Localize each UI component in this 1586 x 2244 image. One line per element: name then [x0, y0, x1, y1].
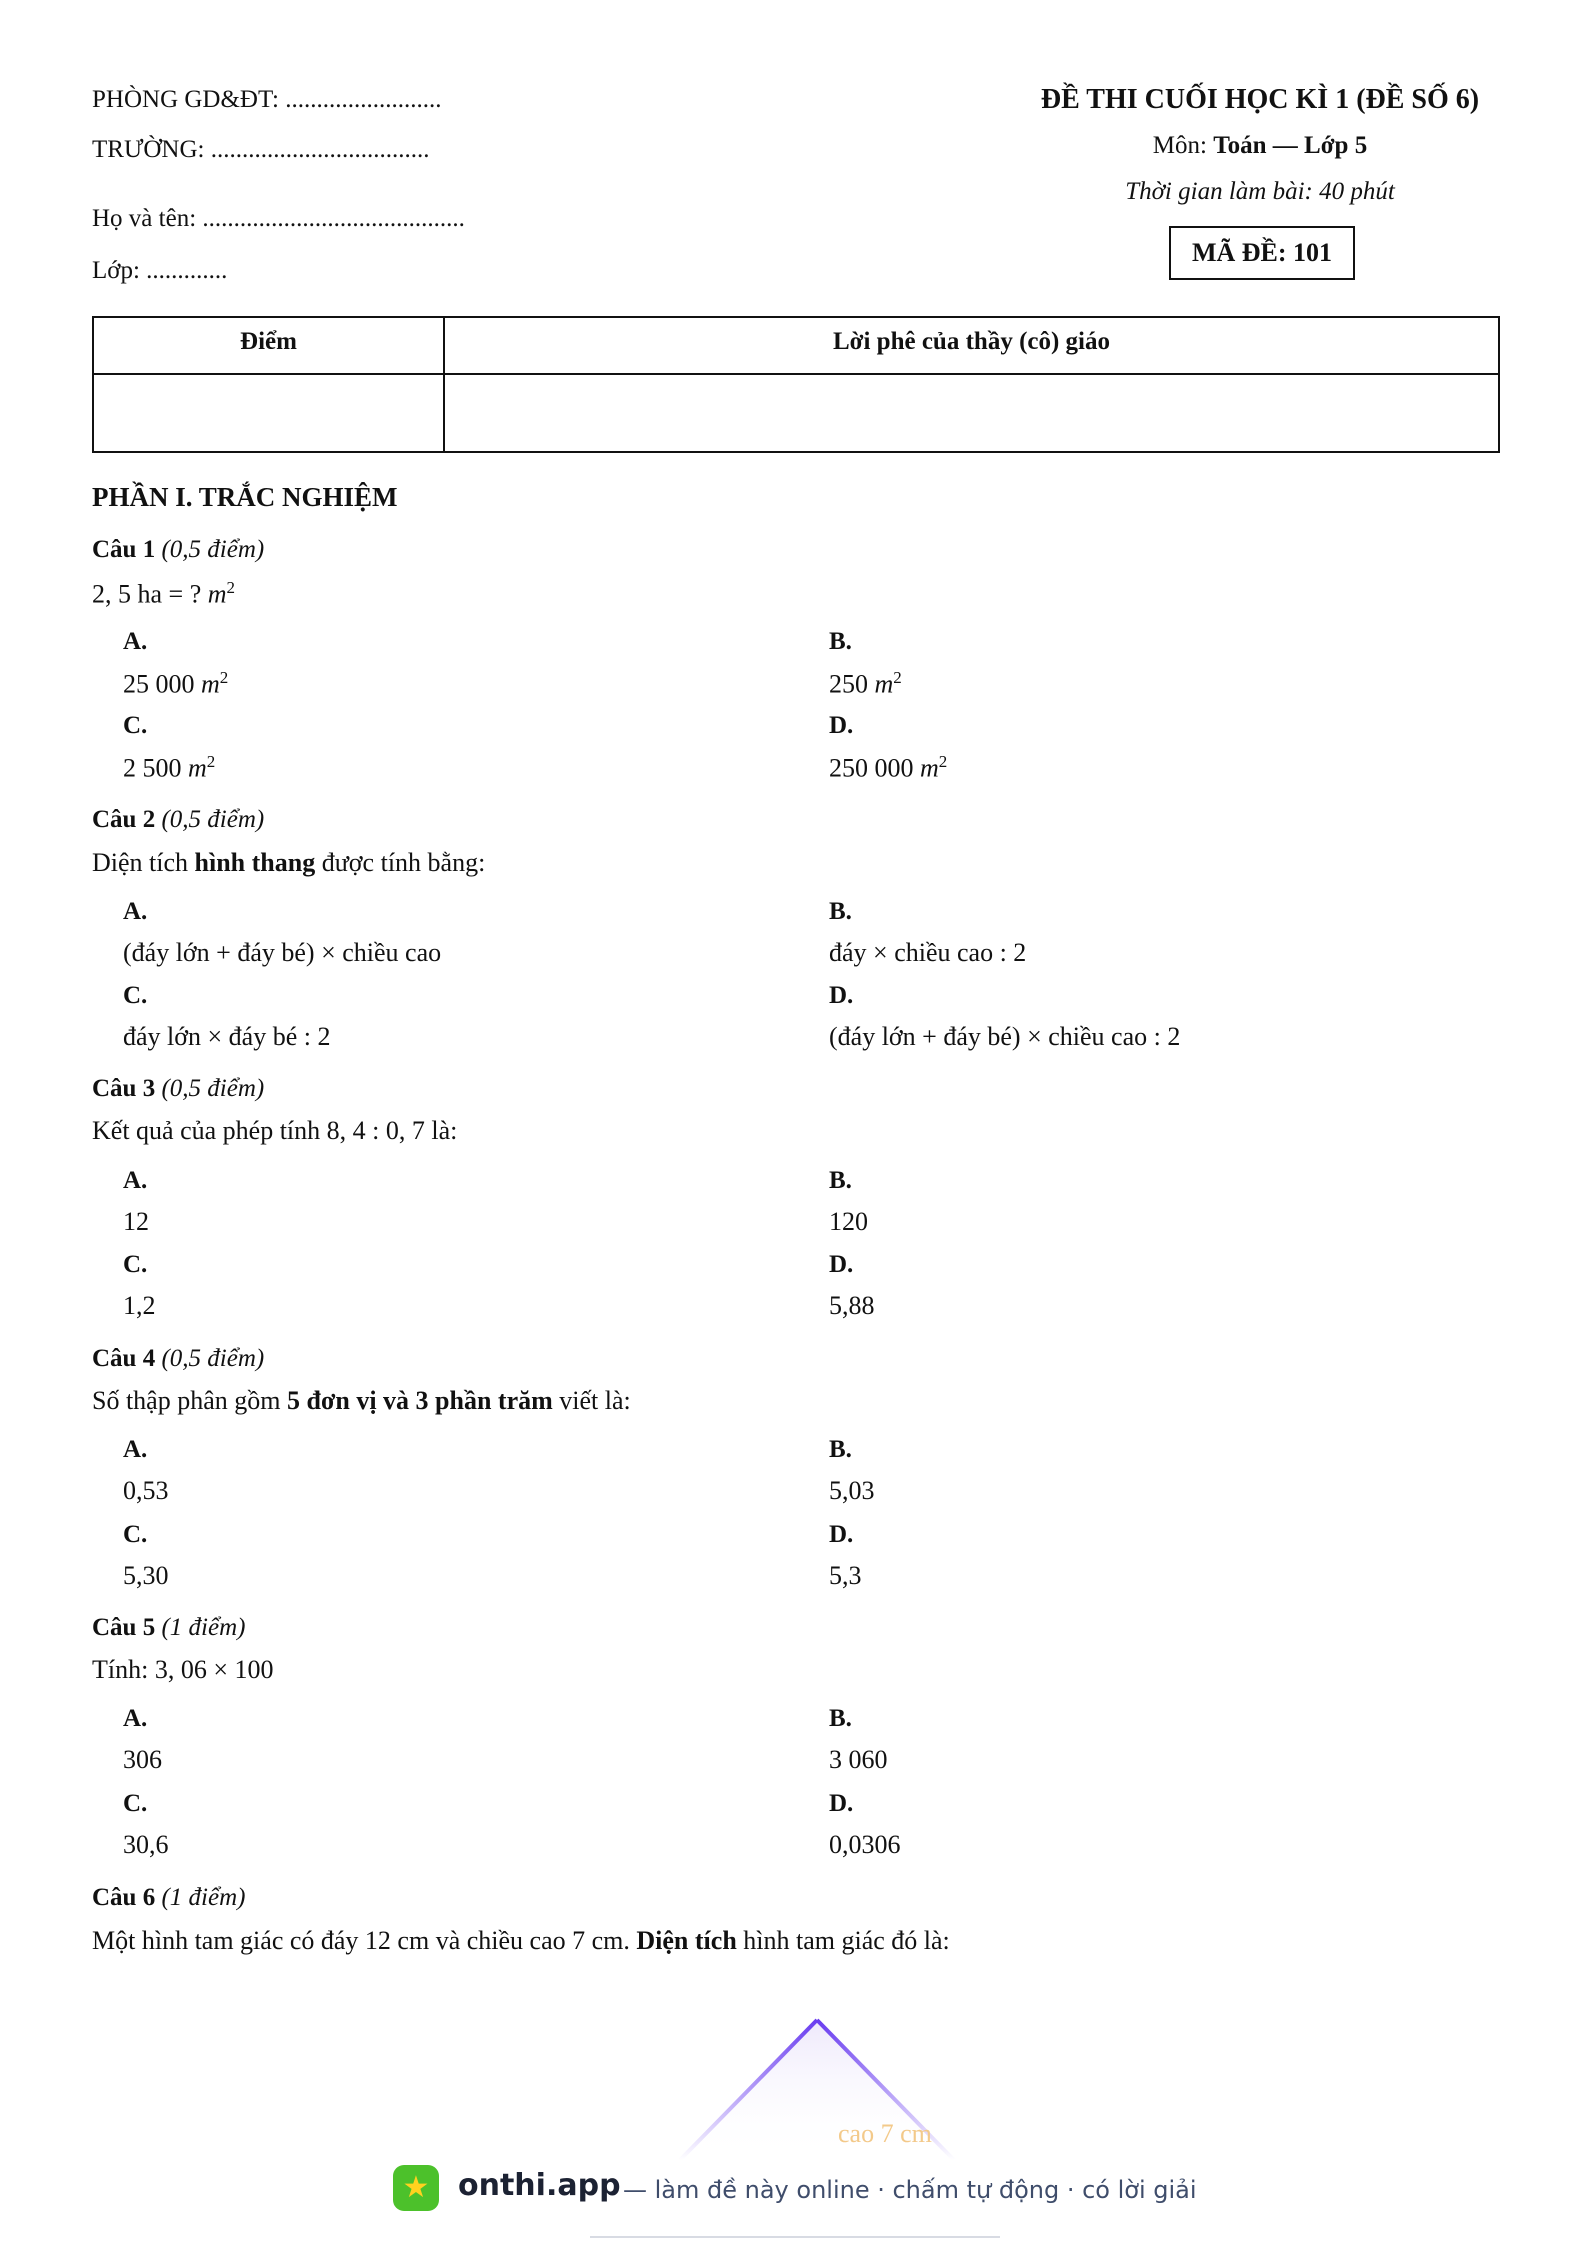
option-label-d[interactable]: D. — [829, 982, 854, 1009]
question-points: (0,5 điểm) — [161, 536, 265, 563]
option-label-b[interactable]: B. — [829, 898, 852, 925]
option-label-a[interactable]: A. — [123, 628, 148, 655]
subject-prefix: Môn: — [1152, 132, 1214, 159]
option-value-d[interactable]: (đáy lớn + đáy bé) × chiều cao : 2 — [829, 1022, 1181, 1051]
option-value-c[interactable]: 30,6 — [123, 1830, 169, 1859]
option-value-b[interactable] — [829, 668, 902, 700]
question-unit-exponent: 2 — [226, 578, 236, 597]
option-unit: m — [920, 753, 939, 783]
option-label-a[interactable]: A. — [123, 1436, 148, 1463]
option-value-b[interactable]: 5,03 — [829, 1476, 875, 1505]
question-text-part: 2, 5 ha = ? — [92, 579, 208, 609]
question-points: (1 điểm) — [161, 1884, 246, 1911]
option-unit-exponent: 2 — [893, 668, 902, 687]
option-value-d[interactable]: 5,88 — [829, 1291, 875, 1320]
score-cell[interactable] — [94, 375, 443, 451]
question-text-part: Một hình tam giác có đáy 12 cm và chiều cao 7 cm. — [92, 1926, 637, 1955]
question-text-part: Diện tích — [92, 848, 195, 877]
question-header — [92, 1884, 245, 1912]
score-header: Điểm — [240, 328, 297, 355]
section-title: PHẦN I. TRẮC NGHIỆM — [92, 482, 398, 512]
option-value-c[interactable] — [123, 752, 215, 784]
question-text-bold: Diện tích — [636, 1926, 737, 1955]
option-label-c[interactable]: C. — [123, 1790, 148, 1817]
question-text-bold: hình thang — [194, 848, 316, 877]
option-label-b[interactable]: B. — [829, 1705, 852, 1732]
score-table — [92, 316, 1500, 453]
question-text-part: hình tam giác đó là: — [736, 1926, 950, 1955]
question-text — [92, 1386, 631, 1416]
option-value-a[interactable]: 306 — [123, 1745, 162, 1774]
option-unit: m — [874, 669, 894, 699]
option-label-d[interactable]: D. — [829, 1521, 854, 1548]
option-value-c[interactable]: đáy lớn × đáy bé : 2 — [123, 1022, 331, 1051]
brand-tagline: — làm đề này online · chấm tự động · có lời giải — [623, 2176, 1197, 2204]
dept-line: PHÒNG GD&ĐT: ......................... — [92, 86, 442, 113]
question-header — [92, 806, 264, 834]
option-label-b[interactable]: B. — [829, 1436, 852, 1463]
option-value-a[interactable]: (đáy lớn + đáy bé) × chiều cao — [123, 938, 442, 967]
question-label: Câu 4 — [92, 1345, 156, 1372]
teacher-comment-cell[interactable] — [445, 375, 1498, 451]
option-value-a[interactable] — [123, 668, 228, 700]
triangle-figure — [660, 2010, 980, 2170]
option-number: 2 500 — [123, 753, 188, 783]
question-text — [92, 848, 485, 878]
teacher-comment-header: Lời phê của thầy (cô) giáo — [832, 328, 1111, 355]
option-label-a[interactable]: A. — [123, 1167, 148, 1194]
question-text: Tính: 3, 06 × 100 — [92, 1655, 274, 1684]
class-line: Lớp: ............. — [92, 257, 228, 284]
option-unit-exponent: 2 — [206, 752, 216, 771]
question-header — [92, 1345, 264, 1373]
option-value-a[interactable]: 12 — [123, 1207, 149, 1236]
question-text-part: Số thập phân gồm — [92, 1386, 287, 1415]
option-unit: m — [188, 753, 207, 783]
time-line: Thời gian làm bài: 40 phút — [1125, 178, 1395, 205]
option-label-a[interactable]: A. — [123, 898, 148, 925]
option-value-d[interactable]: 0,0306 — [829, 1830, 901, 1859]
option-number: 250 — [829, 669, 875, 699]
option-value-d[interactable]: 5,3 — [829, 1561, 862, 1590]
question-header — [92, 536, 264, 564]
question-unit: m — [207, 579, 227, 609]
option-unit: m — [201, 669, 220, 699]
option-label-c[interactable]: C. — [123, 712, 148, 739]
brand-name[interactable]: onthi.app — [458, 2168, 621, 2203]
option-value-b[interactable]: 3 060 — [829, 1745, 888, 1774]
question-label: Câu 5 — [92, 1614, 156, 1641]
option-label-c[interactable]: C. — [123, 982, 148, 1009]
question-text-bold: 5 đơn vị và 3 phần trăm — [287, 1386, 553, 1415]
option-label-b[interactable]: B. — [829, 628, 852, 655]
question-points: (0,5 điểm) — [161, 1345, 265, 1372]
star-icon: ★ — [402, 2171, 430, 2204]
footer-divider — [590, 2236, 1000, 2238]
option-value-c[interactable]: 1,2 — [123, 1291, 156, 1320]
school-line: TRƯỜNG: ................................... — [92, 136, 430, 163]
subject-value: Toán — Lớp 5 — [1213, 132, 1368, 159]
option-label-d[interactable]: D. — [829, 712, 854, 739]
exam-title: ĐỀ THI CUỐI HỌC KÌ 1 (ĐỀ SỐ 6) — [1040, 84, 1480, 115]
option-number: 25 000 — [123, 669, 201, 699]
option-value-b[interactable]: 120 — [829, 1207, 868, 1236]
option-label-a[interactable]: A. — [123, 1705, 148, 1732]
option-label-c[interactable]: C. — [123, 1521, 148, 1548]
question-label: Câu 2 — [92, 806, 156, 833]
question-text — [92, 1926, 950, 1956]
option-label-c[interactable]: C. — [123, 1251, 148, 1278]
option-label-b[interactable]: B. — [829, 1167, 852, 1194]
question-points: (0,5 điểm) — [161, 1075, 265, 1102]
option-unit-exponent: 2 — [219, 668, 229, 687]
question-header — [92, 1075, 264, 1103]
option-unit-exponent: 2 — [938, 752, 948, 771]
option-value-b[interactable]: đáy × chiều cao : 2 — [829, 938, 1027, 967]
option-number: 250 000 — [829, 753, 920, 783]
question-label: Câu 6 — [92, 1884, 156, 1911]
question-points: (1 điểm) — [161, 1614, 246, 1641]
question-text-part: được tính bằng: — [315, 848, 486, 877]
subject-line — [1000, 132, 1520, 160]
option-label-d[interactable]: D. — [829, 1790, 854, 1817]
question-text-part: viết là: — [552, 1386, 631, 1415]
student-name-line: Họ và tên: .......................................... — [92, 205, 465, 232]
question-text: Kết quả của phép tính 8, 4 : 0, 7 là: — [92, 1116, 458, 1145]
question-header — [92, 1614, 245, 1642]
onthi-logo[interactable] — [393, 2165, 439, 2211]
question-label: Câu 1 — [92, 536, 156, 563]
option-value-a[interactable]: 0,53 — [123, 1476, 169, 1505]
option-label-d[interactable]: D. — [829, 1251, 854, 1278]
question-points: (0,5 điểm) — [161, 806, 265, 833]
exam-code-box: MÃ ĐỀ: 101 — [1169, 226, 1355, 280]
triangle-height-label: cao 7 cm — [838, 2119, 932, 2148]
question-label: Câu 3 — [92, 1075, 156, 1102]
question-text — [92, 578, 235, 610]
option-value-d[interactable] — [829, 752, 947, 784]
option-value-c[interactable]: 5,30 — [123, 1561, 169, 1590]
